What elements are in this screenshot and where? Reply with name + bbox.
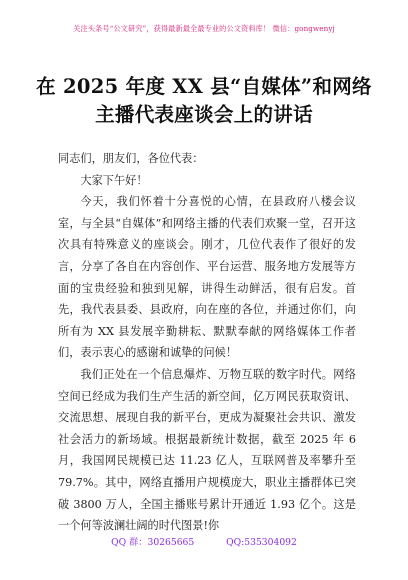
paragraph-opening: 今天，我们怀着十分喜悦的心情，在县政府八楼会议室，与全县“自媒体”和网络主播的代表们欢聚一堂，召开这次具有特殊意义的座谈会。刚才，几位代表作了很好的发言，分享了各自在内容创作、平台运营、服务地方发展等方面的宝贵经验和独到见解，讲得生动鲜活，很有启发。首先，我代表县委、县政府，向在座的各位，并通过你们，向所有为 XX 县发展辛勤耕耘、默默奉献的网络媒体工作者们，表示衷心的感谢和诚挚的问候！ [58,195,356,360]
footer-contact [0,534,408,548]
header-notice: 关注头条号“公文研究”，获得最新最全最专业的公文资料库！ 微信：gongwenyj [73,24,335,33]
paragraph-digital-era: 我们正处在一个信息爆炸、万物互联的数字时代。网络空间已经成为我们生产生活的新空间，亿万网民获取资讯、交流思想、展现自我的新平台，更成为凝聚社会共识、激发社会活力的新场域。根据最新统计数据，截至 2025 年 6 月，我国网民规模已达 11.23 亿人，互联网普及率攀升至 79.7%。其中，网络直播用户规模庞大，职业主播群体已突破 3800 万人，全国主播账号累计开通近 1.93 亿个。这是一个何等波澜壮阔的时代图景!你 [58,367,356,533]
salutation: 同志们，朋友们，各位代表： [58,152,204,165]
footer-qq-group: QQ 群：30265665 [111,537,195,548]
footer-qq: QQ:535304092 [226,537,297,548]
document-title: 在 2025 年度 XX 县“自媒体”和网络主播代表座谈会上的讲话 [36,75,372,126]
document-body [58,148,356,537]
paragraph-greeting: 大家下午好！ [80,173,148,187]
